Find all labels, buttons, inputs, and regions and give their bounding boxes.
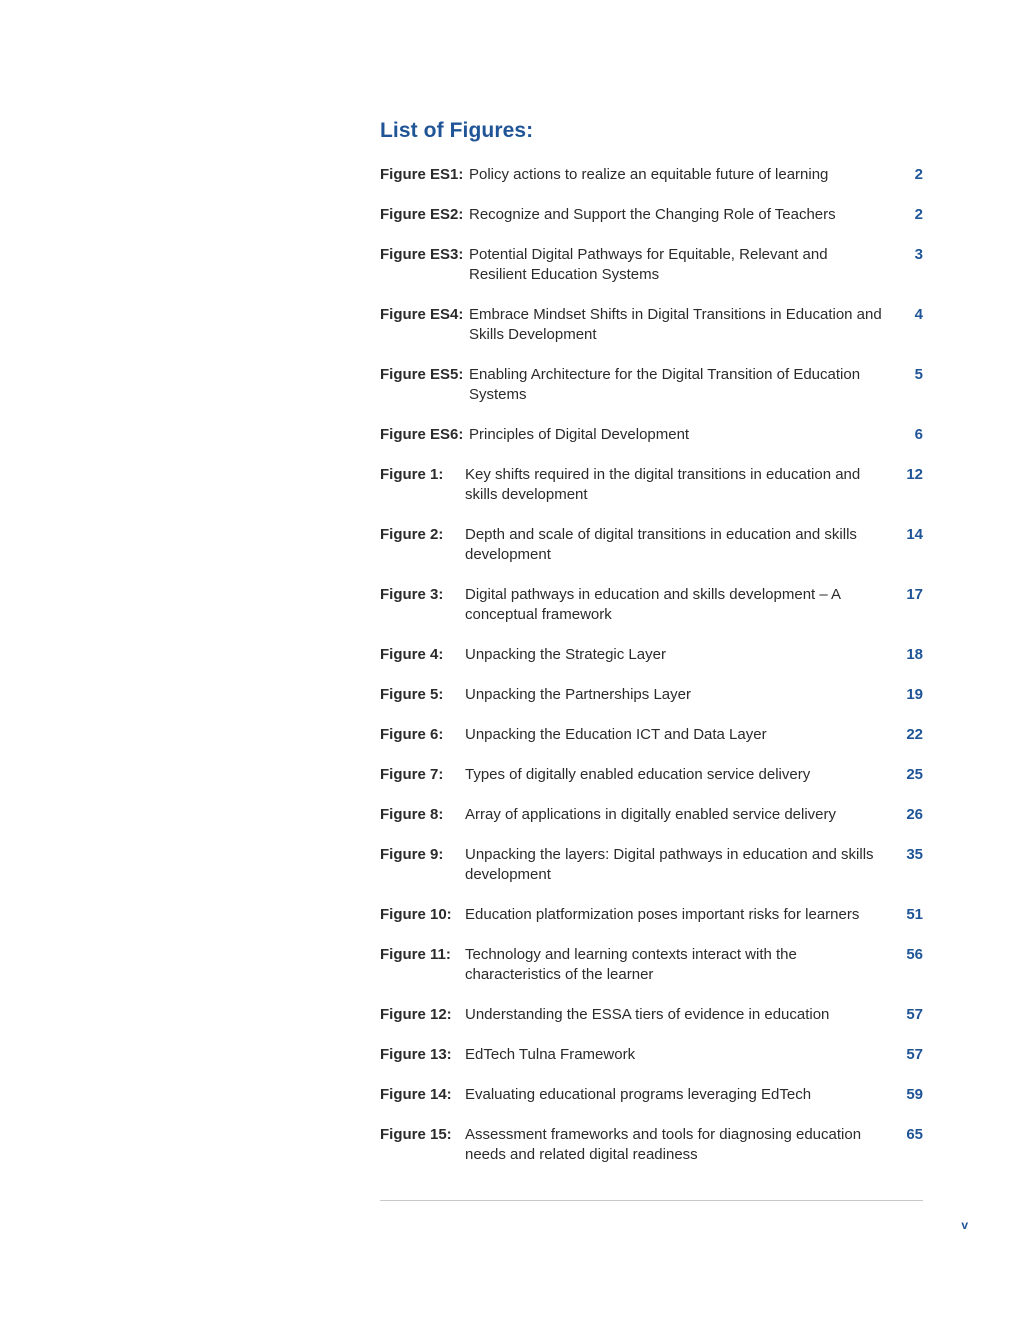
page-number: 6 — [914, 426, 923, 443]
figure-title: Types of digitally enabled education service delivery — [465, 766, 811, 783]
figure-title: Education platformization poses important risks for learners — [465, 906, 860, 923]
figure-label: Figure 10: — [380, 906, 452, 923]
page-number: 3 — [914, 246, 923, 263]
figure-label: Figure 7: — [380, 766, 444, 783]
page-number: 19 — [906, 686, 923, 703]
figure-label: Figure ES3: — [380, 246, 464, 263]
page-folio: v — [961, 1218, 968, 1232]
list-item[interactable] — [380, 1005, 923, 1025]
list-item[interactable] — [380, 205, 923, 225]
list-item[interactable] — [380, 645, 923, 665]
page-number: 59 — [906, 1086, 923, 1103]
figure-label: Figure 8: — [380, 806, 444, 823]
figure-title: Digital pathways in education and skills development – A conceptual framework — [465, 586, 841, 623]
page-number: 2 — [914, 166, 923, 183]
page-number: 18 — [906, 646, 923, 663]
list-item[interactable] — [380, 585, 923, 625]
figure-title: Potential Digital Pathways for Equitable, Relevant and Resilient Education Systems — [469, 246, 828, 283]
list-item[interactable] — [380, 305, 923, 345]
figure-title: Enabling Architecture for the Digital Transition of Education Systems — [469, 366, 861, 403]
list-item[interactable] — [380, 1125, 923, 1165]
list-item[interactable] — [380, 525, 923, 565]
list-item[interactable] — [380, 805, 923, 825]
page-number: 12 — [906, 466, 923, 483]
figure-label: Figure 6: — [380, 726, 444, 743]
list-item[interactable] — [380, 245, 923, 285]
list-item[interactable] — [380, 365, 923, 405]
figure-title: Principles of Digital Development — [469, 426, 690, 443]
page-number: 65 — [906, 1126, 923, 1143]
figure-title: Recognize and Support the Changing Role of Teachers — [469, 206, 836, 223]
list-item[interactable] — [380, 945, 923, 985]
figure-title: Assessment frameworks and tools for diagnosing education needs and related digital readiness — [465, 1126, 862, 1163]
figure-title: Unpacking the Strategic Layer — [465, 646, 666, 663]
list-item[interactable] — [380, 165, 923, 185]
figure-label: Figure 9: — [380, 846, 444, 863]
figure-label: Figure ES4: — [380, 306, 464, 323]
figure-title: Key shifts required in the digital transitions in education and skills development — [465, 466, 861, 503]
figure-label: Figure ES6: — [380, 426, 464, 443]
page-number: 25 — [906, 766, 923, 783]
figure-label: Figure 4: — [380, 646, 444, 663]
figure-label: Figure 11: — [380, 946, 451, 963]
page-title: List of Figures: — [380, 119, 534, 142]
figure-title: Unpacking the Education ICT and Data Layer — [465, 726, 767, 743]
figure-title: Policy actions to realize an equitable future of learning — [469, 166, 829, 183]
figure-label: Figure 13: — [380, 1046, 452, 1063]
figure-label: Figure 14: — [380, 1086, 452, 1103]
figure-title: Depth and scale of digital transitions in education and skills development — [465, 526, 857, 563]
list-item[interactable] — [380, 1085, 923, 1105]
page-number: 57 — [906, 1046, 923, 1063]
list-item[interactable] — [380, 465, 923, 505]
page-number: 14 — [906, 526, 923, 543]
list-item[interactable] — [380, 725, 923, 745]
divider — [380, 1200, 923, 1201]
figure-label: Figure ES5: — [380, 366, 464, 383]
page-number: 4 — [914, 306, 923, 323]
page-number: 35 — [906, 846, 923, 863]
page-number: 56 — [906, 946, 923, 963]
figure-label: Figure 5: — [380, 686, 444, 703]
figure-title: Technology and learning contexts interact with the characteristics of the learner — [465, 946, 797, 983]
list-item[interactable] — [380, 905, 923, 925]
figure-label: Figure 12: — [380, 1006, 452, 1023]
figure-label: Figure 3: — [380, 586, 444, 603]
figure-title: Embrace Mindset Shifts in Digital Transitions in Education and Skills Development — [469, 306, 882, 343]
page-number: 17 — [906, 586, 923, 603]
list-item[interactable] — [380, 765, 923, 785]
figure-title: Unpacking the Partnerships Layer — [465, 686, 691, 703]
list-item[interactable] — [380, 1045, 923, 1065]
page-number: 57 — [906, 1006, 923, 1023]
figure-title: Understanding the ESSA tiers of evidence in education — [465, 1006, 830, 1023]
list-item[interactable] — [380, 425, 923, 445]
page-number: 2 — [914, 206, 923, 223]
figures-list — [380, 165, 923, 1185]
page-number: 22 — [906, 726, 923, 743]
figure-label: Figure ES1: — [380, 166, 464, 183]
list-item[interactable] — [380, 845, 923, 885]
figure-title: Array of applications in digitally enabled service delivery — [465, 806, 837, 823]
page-number: 26 — [906, 806, 923, 823]
figure-label: Figure 2: — [380, 526, 444, 543]
figure-title: EdTech Tulna Framework — [465, 1046, 636, 1063]
figure-label: Figure ES2: — [380, 206, 464, 223]
figure-title: Evaluating educational programs leveraging EdTech — [465, 1086, 812, 1103]
figure-label: Figure 15: — [380, 1126, 452, 1143]
list-item[interactable] — [380, 685, 923, 705]
page-number: 5 — [914, 366, 923, 383]
figure-label: Figure 1: — [380, 466, 444, 483]
page-number: 51 — [906, 906, 923, 923]
figure-title: Unpacking the layers: Digital pathways in education and skills development — [465, 846, 874, 883]
